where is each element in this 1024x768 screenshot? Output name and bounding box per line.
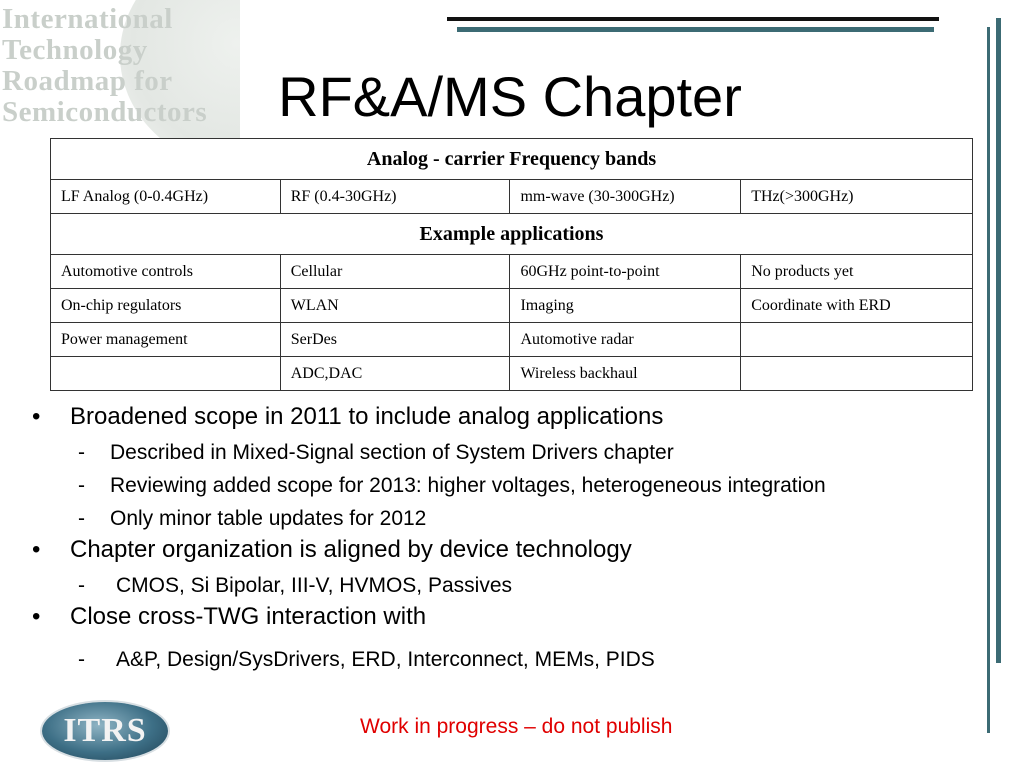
dash-marker: - [78, 507, 85, 530]
sub-bullet-text: Reviewing added scope for 2013: higher voltages, heterogeneous integration [110, 474, 826, 497]
itrs-logo [42, 702, 168, 760]
right-rule-outer [996, 18, 1001, 663]
table-cell: THz(>300GHz) [741, 180, 973, 214]
table-cell: Cellular [280, 255, 510, 289]
sub-bullet-text: CMOS, Si Bipolar, III-V, HVMOS, Passives [116, 574, 513, 597]
sub-bullet-text: A&P, Design/SysDrivers, ERD, Interconnect, MEMs, PIDS [116, 648, 655, 671]
sub-bullet-item [30, 507, 910, 531]
table-row [51, 180, 973, 214]
table-cell: LF Analog (0-0.4GHz) [51, 180, 281, 214]
table-cell: Power management [51, 323, 281, 357]
table-cell: WLAN [280, 289, 510, 323]
table-cell: Automotive controls [51, 255, 281, 289]
table-row [51, 357, 973, 391]
sub-bullet-item [30, 474, 910, 498]
footer-note: Work in progress – do not publish [360, 715, 673, 738]
table-subheader: Example applications [51, 214, 973, 255]
frequency-bands-table [50, 138, 973, 391]
bullet-marker: • [32, 536, 41, 563]
bullet-text: Chapter organization is aligned by device technology [70, 536, 632, 563]
sub-bullet-text: Only minor table updates for 2012 [110, 507, 427, 530]
bullet-marker: • [32, 403, 41, 430]
table-cell [741, 357, 973, 391]
table-cell: ADC,DAC [280, 357, 510, 391]
dash-marker: - [78, 648, 85, 671]
watermark-line: Semiconductors [2, 96, 208, 128]
slide-title: RF&A/MS Chapter [278, 65, 742, 128]
table-header-row [51, 139, 973, 180]
watermark-line: International [2, 3, 173, 35]
dash-marker: - [78, 574, 85, 597]
table-cell: No products yet [741, 255, 973, 289]
table-cell: On-chip regulators [51, 289, 281, 323]
bullet-list [30, 400, 910, 672]
table-cell: Wireless backhaul [510, 357, 741, 391]
table-cell: Coordinate with ERD [741, 289, 973, 323]
top-rule-dark [447, 17, 939, 21]
table-header: Analog - carrier Frequency bands [51, 139, 973, 180]
watermark-line: Technology [2, 34, 148, 66]
bullet-item [30, 535, 910, 565]
table-subheader-row [51, 214, 973, 255]
bullet-item [30, 602, 910, 632]
table-cell: Imaging [510, 289, 741, 323]
right-rule-inner [987, 27, 990, 733]
watermark-text [2, 4, 207, 128]
table-row [51, 323, 973, 357]
top-rule-teal [457, 27, 934, 32]
sub-bullet-item [30, 441, 910, 465]
bullet-marker: • [32, 603, 41, 630]
bullet-text: Close cross-TWG interaction with [70, 603, 427, 630]
table-cell: mm-wave (30-300GHz) [510, 180, 741, 214]
sub-bullet-item [30, 648, 910, 672]
logo-text: ITRS [63, 712, 147, 749]
table-cell [51, 357, 281, 391]
table-cell: 60GHz point-to-point [510, 255, 741, 289]
dash-marker: - [78, 474, 85, 497]
watermark-line: Roadmap for [2, 65, 173, 97]
dash-marker: - [78, 441, 85, 464]
table-cell: RF (0.4-30GHz) [280, 180, 510, 214]
bullet-item [30, 402, 910, 432]
table-row [51, 289, 973, 323]
table-cell: Automotive radar [510, 323, 741, 357]
table-row [51, 255, 973, 289]
bullet-text: Broadened scope in 2011 to include analog applications [70, 403, 664, 430]
table-cell [741, 323, 973, 357]
sub-bullet-text: Described in Mixed-Signal section of System Drivers chapter [110, 441, 674, 464]
sub-bullet-item [30, 574, 910, 598]
table-cell: SerDes [280, 323, 510, 357]
